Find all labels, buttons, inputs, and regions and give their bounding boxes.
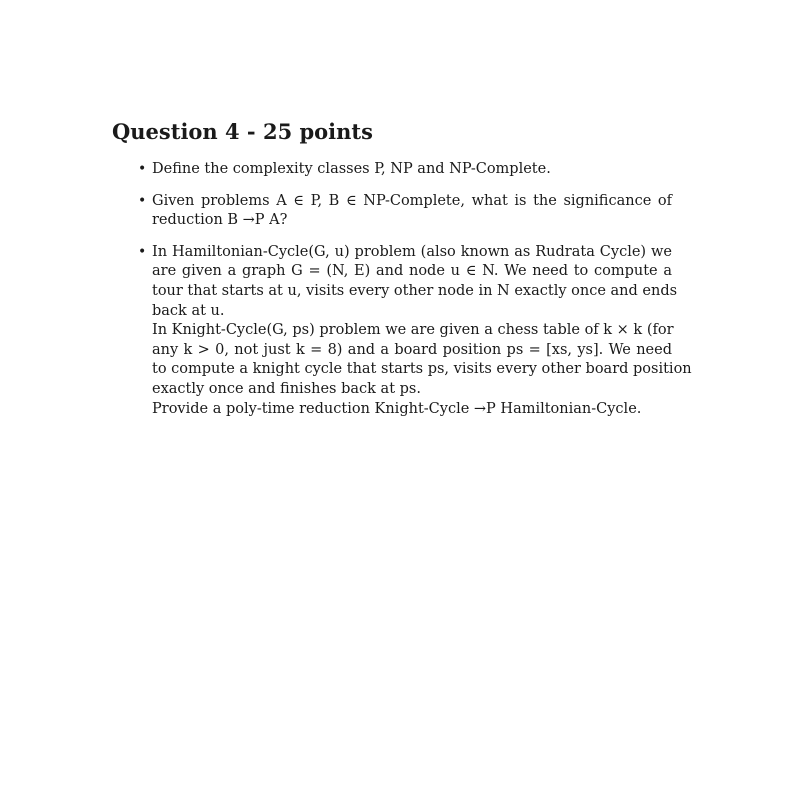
list-item xyxy=(138,160,672,180)
list-item xyxy=(138,243,692,419)
question-item-list xyxy=(138,160,692,419)
item-line: In Knight-Cycle(G, ps) problem we are given a chess table of k × k (for xyxy=(152,322,674,339)
bullet-icon: • xyxy=(138,161,147,177)
item-line: exactly once and finishes back at ps. xyxy=(152,380,421,397)
list-item xyxy=(138,192,672,231)
question-heading: Question 4 - 25 points xyxy=(112,119,373,144)
bullet-icon: • xyxy=(138,243,147,260)
item-line: to compute a knight cycle that starts ps, visits every other board position xyxy=(152,361,692,378)
item-line: Define the complexity classes P, NP and NP-Complete. xyxy=(152,161,551,177)
item-line: tour that starts at u, visits every other node in N exactly once and ends xyxy=(152,282,678,299)
item-line: are given a graph G = (N, E) and node u ∈ N. We need to compute a xyxy=(152,263,672,280)
item-line: any k > 0, not just k = 8) and a board position ps = [xs, ys]. We need xyxy=(152,341,672,358)
bullet-icon: • xyxy=(138,192,147,209)
item-line: Given problems A ∈ P, B ∈ NP-Complete, what is the significance of xyxy=(152,192,672,209)
item-line: In Hamiltonian-Cycle(G, u) problem (also known as Rudrata Cycle) we xyxy=(152,243,672,260)
item-line: Provide a poly-time reduction Knight-Cycle →P Hamiltonian-Cycle. xyxy=(152,400,642,417)
item-line: reduction B →P A? xyxy=(152,212,288,229)
item-line: back at u. xyxy=(152,302,225,319)
